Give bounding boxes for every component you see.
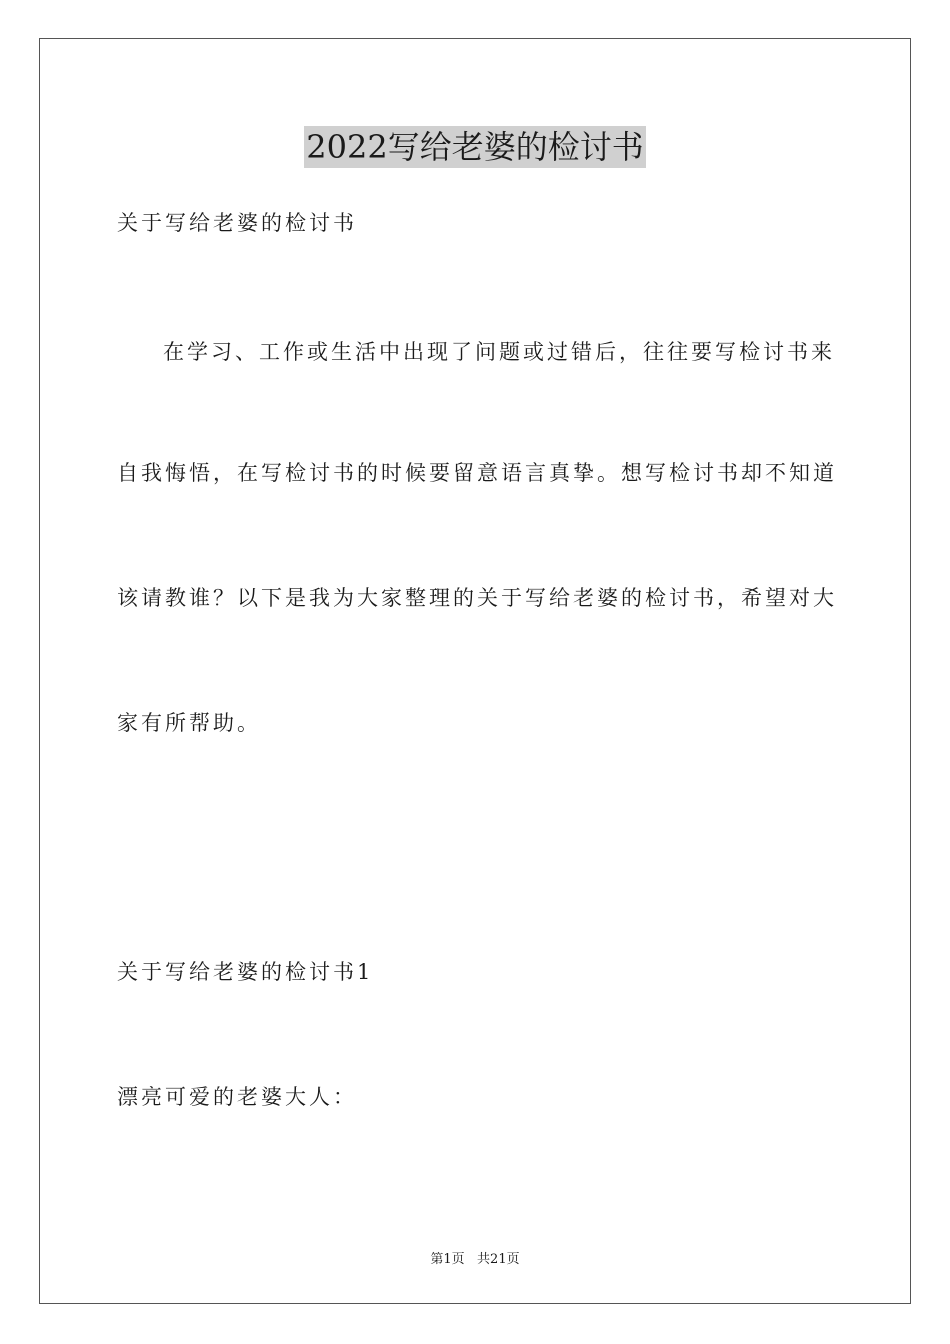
salutation: 漂亮可爱的老婆大人：: [117, 1085, 357, 1109]
intro-line-4: 家有所帮助。: [117, 711, 261, 735]
subtitle: 关于写给老婆的检讨书: [117, 211, 357, 235]
document-title: 2022写给老婆的检讨书: [306, 128, 644, 166]
title-wrapper: [0, 126, 950, 168]
section-heading: 关于写给老婆的检讨书1: [117, 960, 374, 984]
intro-line-3: 该请教谁？以下是我为大家整理的关于写给老婆的检讨书，希望对大: [117, 586, 837, 610]
intro-line-2: 自我悔悟，在写检讨书的时候要留意语言真挚。想写检讨书却不知道: [117, 461, 837, 485]
page-footer: 第1页 共21页: [430, 1252, 520, 1267]
intro-line-1: 在学习、工作或生活中出现了问题或过错后，往往要写检讨书来: [163, 340, 835, 364]
